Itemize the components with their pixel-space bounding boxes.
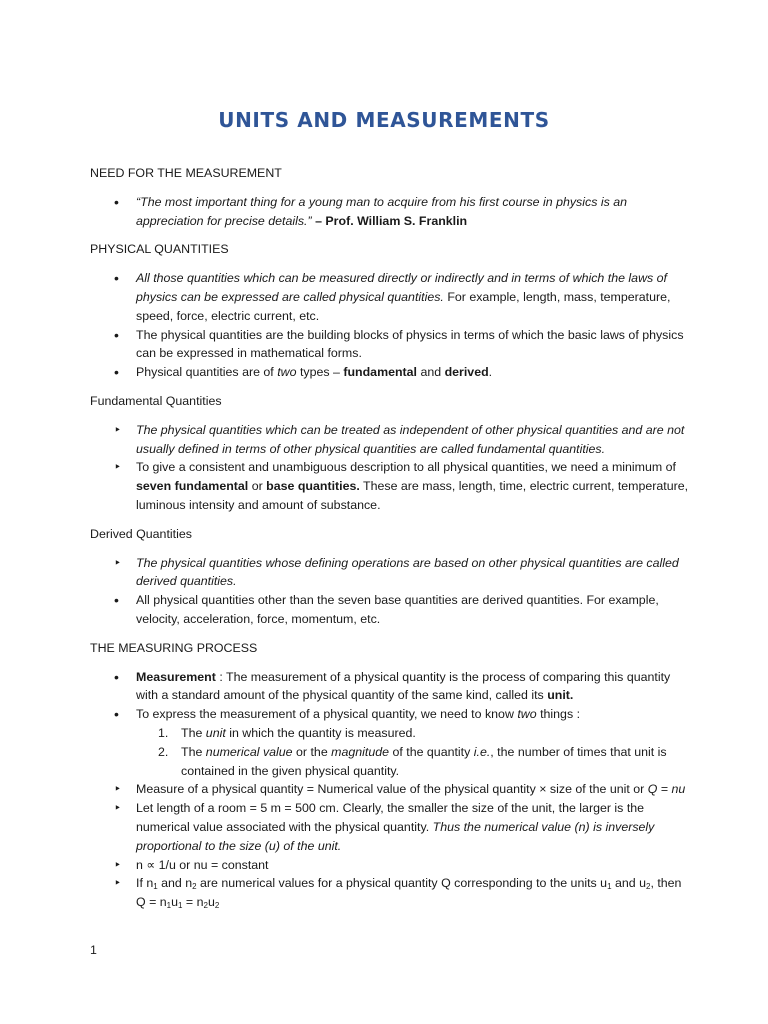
emphasis-text: two (517, 707, 537, 722)
subscript: 2 (645, 882, 651, 892)
list-item (90, 193, 690, 231)
list-item (90, 554, 690, 592)
body-text: The (181, 725, 206, 740)
bold-text: unit. (547, 688, 574, 703)
body-text: of the quantity (389, 744, 474, 759)
list-item (90, 421, 690, 459)
document-body (90, 164, 690, 922)
subscript: 2 (203, 901, 208, 911)
list-item (90, 799, 690, 855)
emphasis-text: i.e. (473, 744, 491, 759)
body-text: If n (136, 876, 154, 891)
body-text: are numerical values for a physical quantity Q corresponding to the units u (196, 876, 608, 891)
numbered-item (136, 724, 690, 743)
bold-text: derived (444, 365, 489, 380)
subscript: 1 (153, 882, 158, 892)
body-text: The (181, 744, 206, 759)
bullet-list (90, 421, 690, 515)
bold-text: Measurement (136, 669, 216, 684)
bullet-list (90, 193, 690, 231)
body-text: types – (296, 365, 344, 380)
bullet-list (90, 554, 690, 629)
page-title: UNITS AND MEASUREMENTS (218, 108, 550, 132)
emphasis-text: numerical value (205, 744, 293, 759)
body-text: Physical quantities are of (136, 365, 278, 380)
body-text: Measure of a physical quantity = Numerical value of the physical quantity × size of the unit or (136, 782, 648, 797)
subscript: 2 (214, 901, 220, 911)
definition-text: The physical quantities which can be treated as independent of other physical quantities and are not usually defined in terms of other physical quantities are called fundamental quantities. (136, 422, 685, 456)
quote-text: “The most important thing for a young man to acquire from his first course in physics is an appreciation for precise details.” (136, 194, 628, 228)
list-item (90, 668, 690, 706)
emphasis-text: Q (647, 782, 658, 797)
definition-text: The physical quantities whose defining operations are based on other physical quantities are called derived quantities. (136, 555, 679, 589)
body-text: = (657, 782, 672, 797)
emphasis-text: unit (205, 725, 226, 740)
body-text: u (171, 895, 179, 910)
section-heading-physical-quantities: PHYSICAL QUANTITIES (90, 242, 229, 257)
quote-author: – Prof. William S. Franklin (315, 213, 468, 228)
section-heading-need-for-measurement: NEED FOR THE MEASUREMENT (90, 166, 282, 180)
body-text: , the number of times that unit is contained in the given physical quantity. (181, 744, 667, 778)
list-item (90, 705, 690, 780)
subscript: 2 (192, 882, 197, 892)
list-item (90, 458, 690, 514)
body-text: Let length of a room = 5 m = 500 cm. Clearly, the smaller the size of the unit, the larger is the numerical value associated with the physical quantity. (136, 801, 645, 834)
list-item (90, 780, 690, 799)
body-text: These are mass, length, time, electric current, temperature, luminous intensity and amount of substance. (136, 479, 689, 512)
body-text: : The measurement of a physical quantity is the process of comparing this quantity with a standard amount of the physical quantity of the same kind, called its (136, 669, 671, 703)
body-text: . (488, 365, 493, 380)
numbered-item (136, 743, 690, 781)
list-item (90, 269, 690, 325)
subscript: 1 (607, 882, 612, 892)
emphasis-text: Thus the numerical value (n) is inversely proportional to the size (u) of the unit. (136, 819, 655, 853)
body-text: u (207, 895, 215, 910)
body-text: = n (182, 895, 204, 910)
body-text: and (417, 365, 445, 380)
page-number: 1 (90, 943, 97, 957)
body-text: or (248, 479, 267, 494)
emphasis-text: nu (671, 782, 686, 797)
body-text: things : (536, 707, 581, 722)
numbered-list (136, 724, 690, 780)
bold-text: fundamental (343, 365, 418, 380)
bold-text: seven fundamental (136, 479, 249, 494)
emphasis-text: magnitude (331, 744, 390, 759)
subscript: 1 (166, 901, 172, 911)
body-text: To give a consistent and unambiguous description to all physical quantities, we need a minimum of (136, 460, 676, 475)
section-heading-derived-quantities: Derived Quantities (90, 526, 192, 541)
bold-text: base quantities. (266, 479, 360, 494)
body-text: and n (157, 876, 193, 891)
bullet-list (90, 269, 690, 382)
body-text: , then Q = n (136, 876, 682, 910)
section-heading-fundamental-quantities: Fundamental Quantities (90, 393, 222, 408)
body-text: and u (611, 876, 646, 891)
item-number: 1. (158, 725, 169, 740)
item-number: 2. (158, 744, 169, 759)
emphasis-text: two (277, 365, 297, 380)
body-text: To express the measurement of a physical quantity, we need to know (136, 707, 518, 722)
subscript: 1 (178, 901, 183, 911)
bullet-list (90, 668, 690, 912)
list-item: ‣ n ∝ 1/u or nu = constant (90, 856, 690, 875)
list-item (90, 874, 690, 912)
definition-text: All those quantities which can be measured directly or indirectly and in terms of which the laws of physics can be expressed are called physical quantities. (136, 271, 667, 304)
list-item: • The physical quantities are the building blocks of physics in terms of which the basic laws of physics can be expressed in mathematical forms. (90, 326, 690, 364)
list-item: • All physical quantities other than the seven base quantities are derived quantities. For example, velocity, acceleration, force, momentum, etc. (90, 591, 690, 629)
body-text: For example, length, mass, temperature, speed, force, electric current, etc. (136, 289, 671, 323)
body-text: in which the quantity is measured. (225, 725, 416, 740)
body-text: or the (292, 744, 332, 759)
list-item (90, 363, 690, 382)
section-heading-measuring-process: THE MEASURING PROCESS (90, 640, 258, 655)
